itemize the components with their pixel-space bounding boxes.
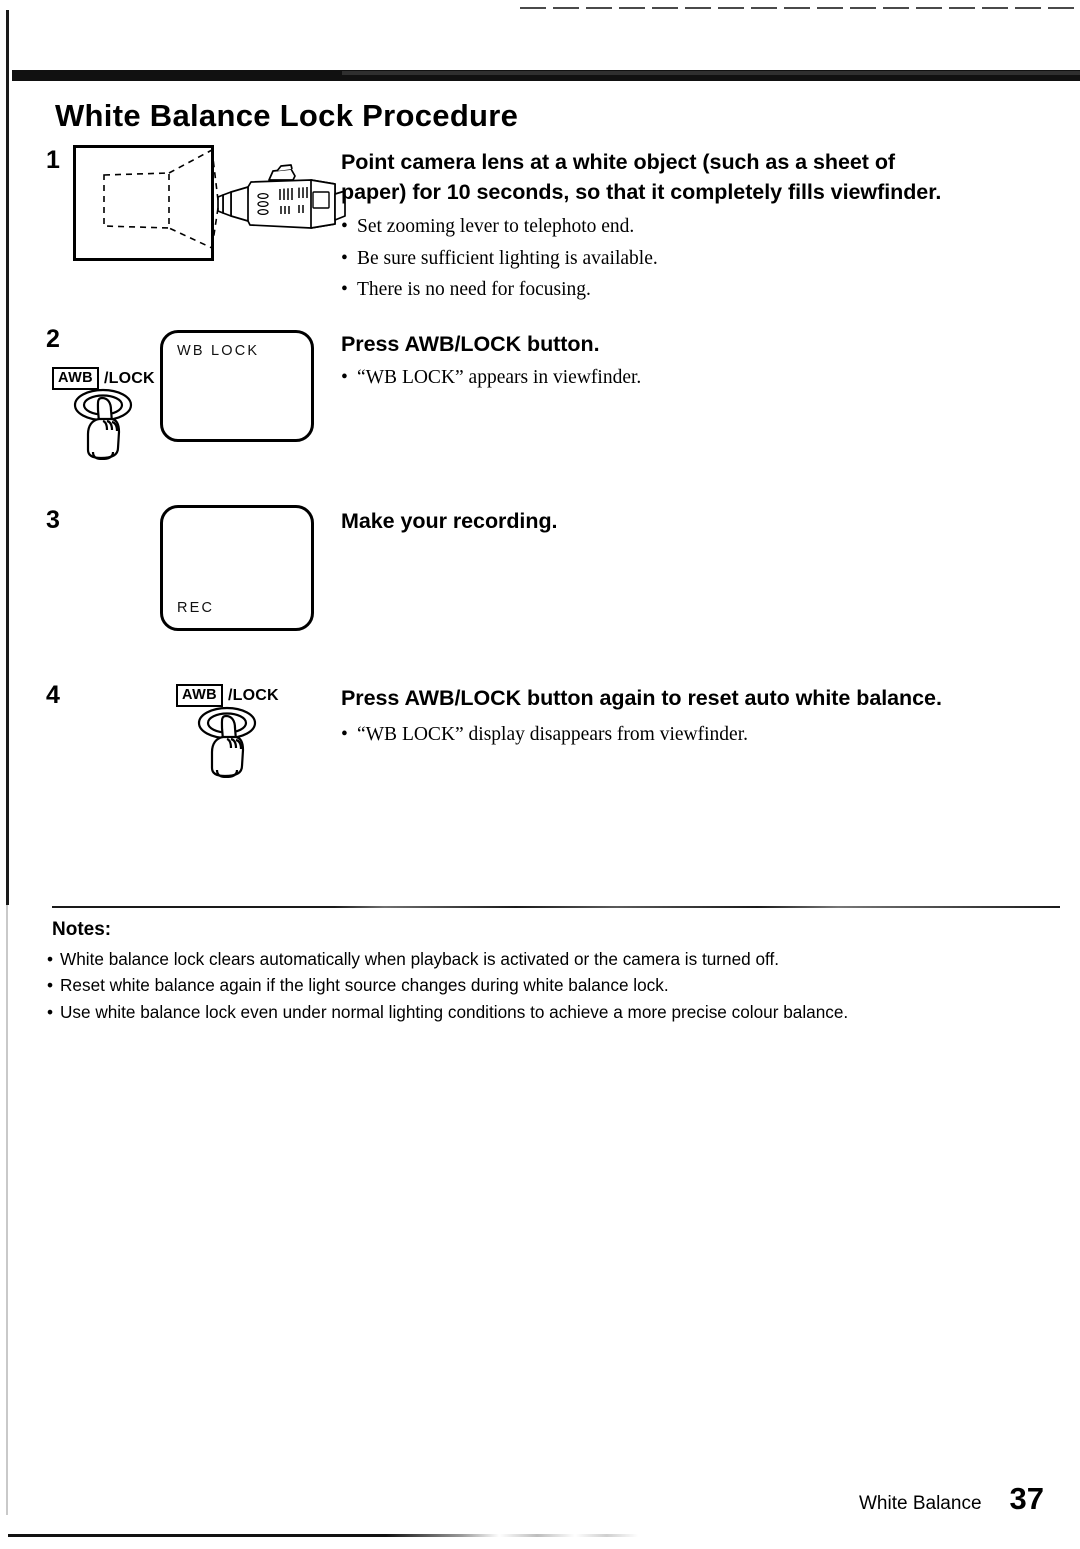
viewfinder-text-wb-lock: WB LOCK <box>177 343 260 359</box>
bullet-dot-icon: • <box>47 1001 54 1022</box>
step-number-4: 4 <box>46 681 60 709</box>
list-item: • “WB LOCK” appears in viewfinder. <box>341 362 641 394</box>
step-1-heading-line-1: Point camera lens at a white object (such as a sheet of <box>341 150 896 174</box>
notes-list <box>47 946 1057 1025</box>
awb-lock-button-label-step4 <box>176 684 279 707</box>
list-item: • “WB LOCK” display disappears from viewfinder. <box>341 719 748 751</box>
page-title: White Balance Lock Procedure <box>55 98 519 133</box>
bullet-dot-icon: • <box>341 247 348 269</box>
step-4-bullets <box>341 719 748 751</box>
camera-pointing-illustration <box>73 140 348 265</box>
bullet-dot-icon: • <box>47 949 54 969</box>
bottom-edge-rule <box>8 1534 638 1537</box>
bullet-dot-icon: • <box>341 279 348 301</box>
viewfinder-display-step3 <box>160 505 314 631</box>
lock-suffix-label: /LOCK <box>228 686 279 704</box>
viewfinder-display-step2 <box>160 330 314 442</box>
list-item: • There is no need for focusing. <box>341 274 658 306</box>
footer-page-number: 37 <box>1009 1481 1044 1516</box>
step-3-heading: Make your recording. <box>341 509 558 533</box>
list-item: • White balance lock clears automatically when playback is activated or the camera is turned off. <box>47 946 1057 972</box>
lock-suffix-label: /LOCK <box>104 369 155 387</box>
footer-section-label: White Balance <box>859 1493 982 1514</box>
awb-chip-label: AWB <box>52 367 99 390</box>
viewfinder-text-rec: REC <box>177 600 215 616</box>
bullet-dot-icon: • <box>47 975 54 996</box>
step-1-heading-line-2: paper) for 10 seconds, so that it completely fills viewfinder. <box>341 179 942 204</box>
step-number-1: 1 <box>46 146 60 174</box>
bullet-dot-icon: • <box>341 367 348 388</box>
step-2-bullets <box>341 362 641 394</box>
list-item: • Be sure sufficient lighting is available. <box>341 243 658 275</box>
bullet-dot-icon: • <box>341 724 348 745</box>
top-dashed-rule <box>520 7 1080 9</box>
step-1-heading <box>341 148 1041 207</box>
notes-separator <box>52 906 1060 908</box>
notes-heading: Notes: <box>52 919 112 940</box>
step-number-2: 2 <box>46 325 60 353</box>
step-4-heading: Press AWB/LOCK button again to reset auto white balance. <box>341 686 942 710</box>
list-item: • Reset white balance again if the light source changes during white balance lock. <box>47 972 1057 998</box>
hand-pressing-button-icon <box>192 706 272 778</box>
bullet-dot-icon: • <box>341 216 348 237</box>
awb-chip-label: AWB <box>176 684 223 707</box>
hand-pressing-button-icon <box>68 388 148 460</box>
awb-lock-button-label-step2 <box>52 367 155 390</box>
step-2-heading: Press AWB/LOCK button. <box>341 332 600 356</box>
header-bar <box>12 70 1080 81</box>
left-edge-line-lower <box>6 905 8 1515</box>
list-item: • Set zooming lever to telephoto end. <box>341 211 658 243</box>
list-item: • Use white balance lock even under normal lighting conditions to achieve a more precise colour balance. <box>47 999 1057 1025</box>
page-footer <box>859 1481 1044 1517</box>
step-number-3: 3 <box>46 506 60 534</box>
left-edge-line-upper <box>6 10 9 905</box>
step-1-bullets <box>341 211 658 306</box>
